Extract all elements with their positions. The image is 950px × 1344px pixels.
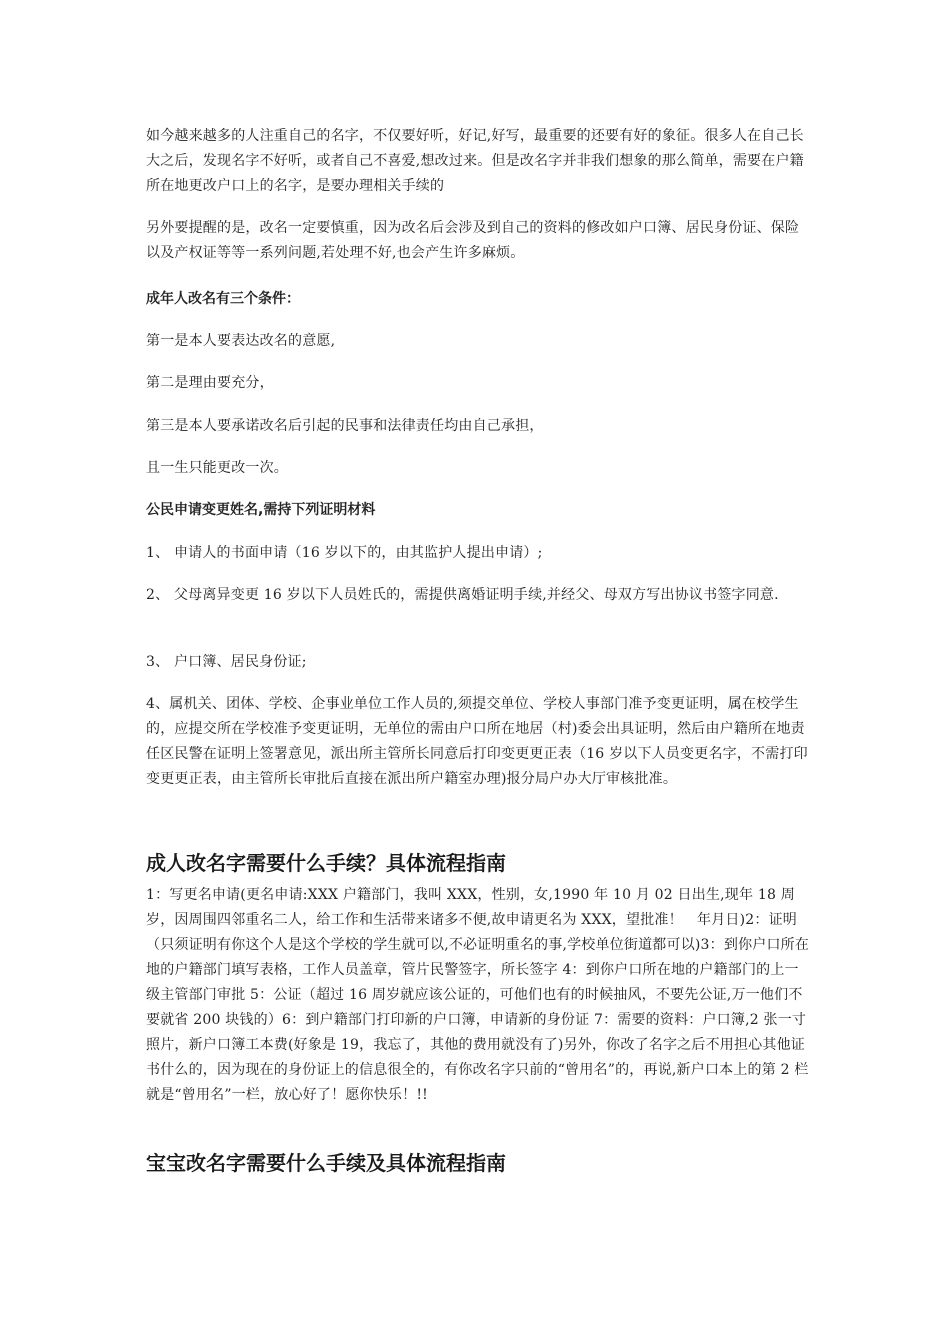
materials-title: 公民申请变更姓名,需持下列证明材料 (146, 502, 376, 518)
section-heading-adult: 成人改名字需要什么手续？具体流程指南 (146, 851, 506, 875)
condition-item-2: 第二是理由要充分， (146, 375, 274, 391)
conditions-title: 成年人改名有三个条件： (146, 291, 300, 307)
section-heading-baby: 宝宝改名字需要什么手续及具体流程指南 (146, 1151, 506, 1175)
condition-item-4: 且一生只能更改一次。 (146, 460, 288, 476)
material-item-3: 3、 户口簿、居民身份证; (146, 654, 307, 670)
condition-item-3: 第三是本人要承诺改名后引起的民事和法律责任均由自己承担， (146, 418, 544, 434)
intro-paragraph-1: 如今越来越多的人注重自己的名字，不仅要好听，好记,好写，最重要的还要有好的象征。很多人在自己长大之后，发现名字不好听，或者自己不喜爱,想改过来。但是改名字并非我们想象的那么简单，需要在户籍所在地更改户口上的名字，是要办理相关手续的 (146, 128, 804, 194)
condition-item-1: 第一是本人要表达改名的意愿, (146, 333, 336, 349)
intro-paragraph-2: 另外要提醒的是，改名一定要慎重，因为改名后会涉及到自己的资料的修改如户口簿、居民身份证、保险以及产权证等等一系列问题,若处理不好,也会产生许多麻烦。 (146, 220, 800, 261)
material-item-4: 4、属机关、团体、学校、企事业单位工作人员的,须提交单位、学校人事部门准予变更证明，属在校学生的，应提交所在学校准予变更证明，无单位的需由户口所在地居（村)委会出具证明，然后由户籍所在地责任区民警在证明上签署意见，派出所主管所长同意后打印变更更正表（16 岁以下人员变更名字，不需打印变更更正表，由主管所长审批后直接在派出所户籍室办理)报分局户办大厅审核批准。 (146, 696, 808, 787)
section-adult-body: 1：写更名申请(更名申请:XXX 户籍部门，我叫 XXX，性别，女,1990 年 10 月 02 日出生,现年 18 周岁，因周围四邻重名二人，给工作和生活带来诸多不便,故申请更名为 XXX，望批准！ 年月日)2：证明（只须证明有你这个人是这个学校的学生就可以,不必证明重名的事,学校单位街道都可以)3：到你户口所在地的户籍部门填写表格，工作人员盖章，管片民警签字，所长签字 4：到你户口所在地的户籍部门的上一级主管部门审批 5：公证（超过 16 周岁就应该公证的，可他们也有的时候抽风，不要先公证,万一他们不要就省 200 块钱的）6：到户籍部门打印新的户口簿，申请新的身份证 7：需要的资料：户口簿,2 张一寸照片，新户口簿工本费(好象是 19，我忘了，其他的费用就没有了)另外，你改了名字之后不用担心其他证书什么的，因为现在的身份证上的信息很全的，有你改名字只前的“曾用名”的，再说,新户口本上的第 2 栏就是“曾用名”一栏，放心好了！愿你快乐！!! (146, 887, 810, 1103)
material-item-1: 1、 申请人的书面申请（16 岁以下的，由其监护人提出申请）; (146, 545, 543, 561)
material-item-2: 2、 父母离异变更 16 岁以下人员姓氏的，需提供离婚证明手续,并经父、母双方写出协议书签字同意. (146, 587, 779, 603)
